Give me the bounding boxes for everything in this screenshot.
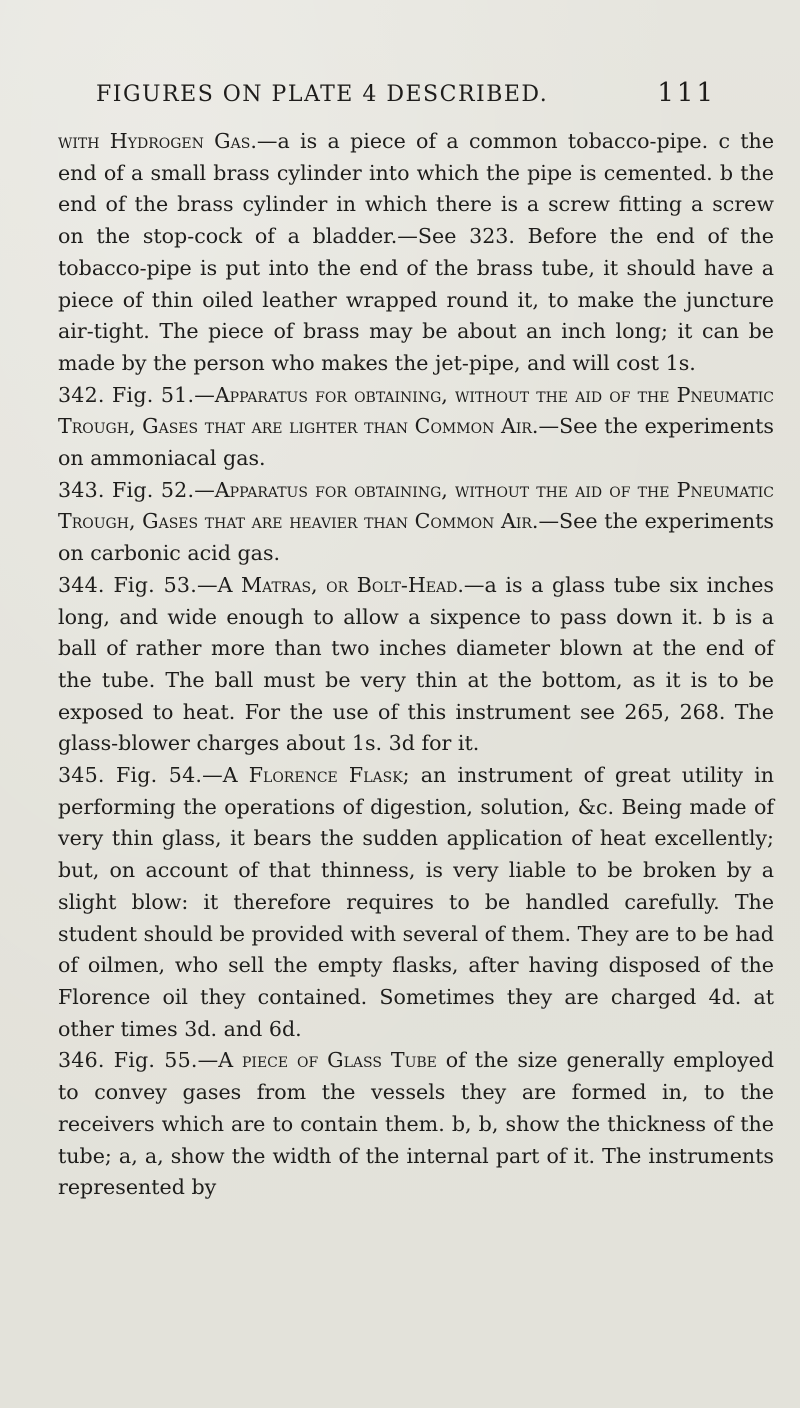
paragraph-345 — [58, 760, 774, 1045]
paragraph-heading: —A Matras, or Bolt-Head. — [196, 572, 464, 597]
paragraph-lead: 346. Fig. 55. — [58, 1048, 198, 1073]
page-number: 111 — [657, 78, 716, 108]
paragraph-heading: —A piece of Glass Tube — [197, 1048, 437, 1073]
running-title: FIGURES ON PLATE 4 DESCRIBED. — [96, 82, 549, 107]
running-header — [96, 78, 716, 108]
paragraph-lead: 344. Fig. 53. — [58, 572, 197, 597]
paragraph-text: of the size generally employed to convey gases from the vessels they are formed in, to the receivers which are to contain them. b, b, show the thickness of the tube; a, a, show the width of the internal part of it. The instruments represented by — [58, 1048, 775, 1200]
paragraph-344 — [58, 570, 774, 760]
paragraph-lead: 342. Fig. 51. — [58, 382, 195, 407]
paragraph-lead: 343. Fig. 52. — [58, 477, 195, 502]
paragraph-text: —a is a glass tube six inches long, and wide enough to allow a sixpence to pass down it. b is a ball of rather more than two inches diameter blown at the end of the tube. The ball must be very thin at the bottom, as it is to be exposed to heat. For the use of this instrument see 265, 268. The glass-blower charges about 1s. 3d for it. — [58, 572, 774, 756]
paragraph-heading: —Apparatus for obtaining, without the aid of the Pneumatic Trough, Gases that are lighter than Common Air. — [58, 382, 775, 439]
paragraph-heading: —A Florence Flask; — [202, 763, 410, 788]
paragraph-346 — [58, 1045, 774, 1204]
paragraph-text: —See the experiments on ammoniacal gas. — [58, 414, 774, 471]
paragraph-343 — [58, 475, 774, 570]
paragraph-lead: 345. Fig. 54. — [58, 763, 203, 788]
body-text — [58, 126, 774, 1204]
paragraph-hydrogen-jet — [58, 126, 774, 380]
paragraph-text: —a is a piece of a common tobacco-pipe. c the end of a small brass cylinder into which the pipe is cemented. b the end of the brass cylinder in which there is a screw fitting a screw on the stop-cock of a bladder.—See 323. Before the end of the tobacco-pipe is put into the end of the brass tube, it should have a piece of thin oiled leather wrapped round it, to make the juncture air-tight. The piece of brass may be about an inch long; it can be made by the person who makes the jet-pipe, and will cost 1s. — [58, 129, 775, 375]
paragraph-heading: with Hydrogen Gas. — [58, 129, 257, 153]
paragraph-heading: —Apparatus for obtaining, without the aid of the Pneumatic Trough, Gases that are heavier than Common Air. — [58, 477, 775, 534]
paragraph-342 — [58, 380, 774, 475]
paragraph-text: an instrument of great utility in performing the operations of digestion, solution, &c. Being made of very thin glass, it bears the sudden application of heat excellently; but, on account of that thinness, is very liable to be broken by a slight blow: it therefore requires to be handled carefully. The student should be provided with several of them. They are to be had of oilmen, who sell the empty flasks, after having disposed of the Florence oil they contained. Sometimes they are charged 4d. at other times 3d. and 6d. — [58, 763, 774, 1041]
paragraph-text: —See the experiments on carbonic acid gas. — [58, 509, 774, 566]
